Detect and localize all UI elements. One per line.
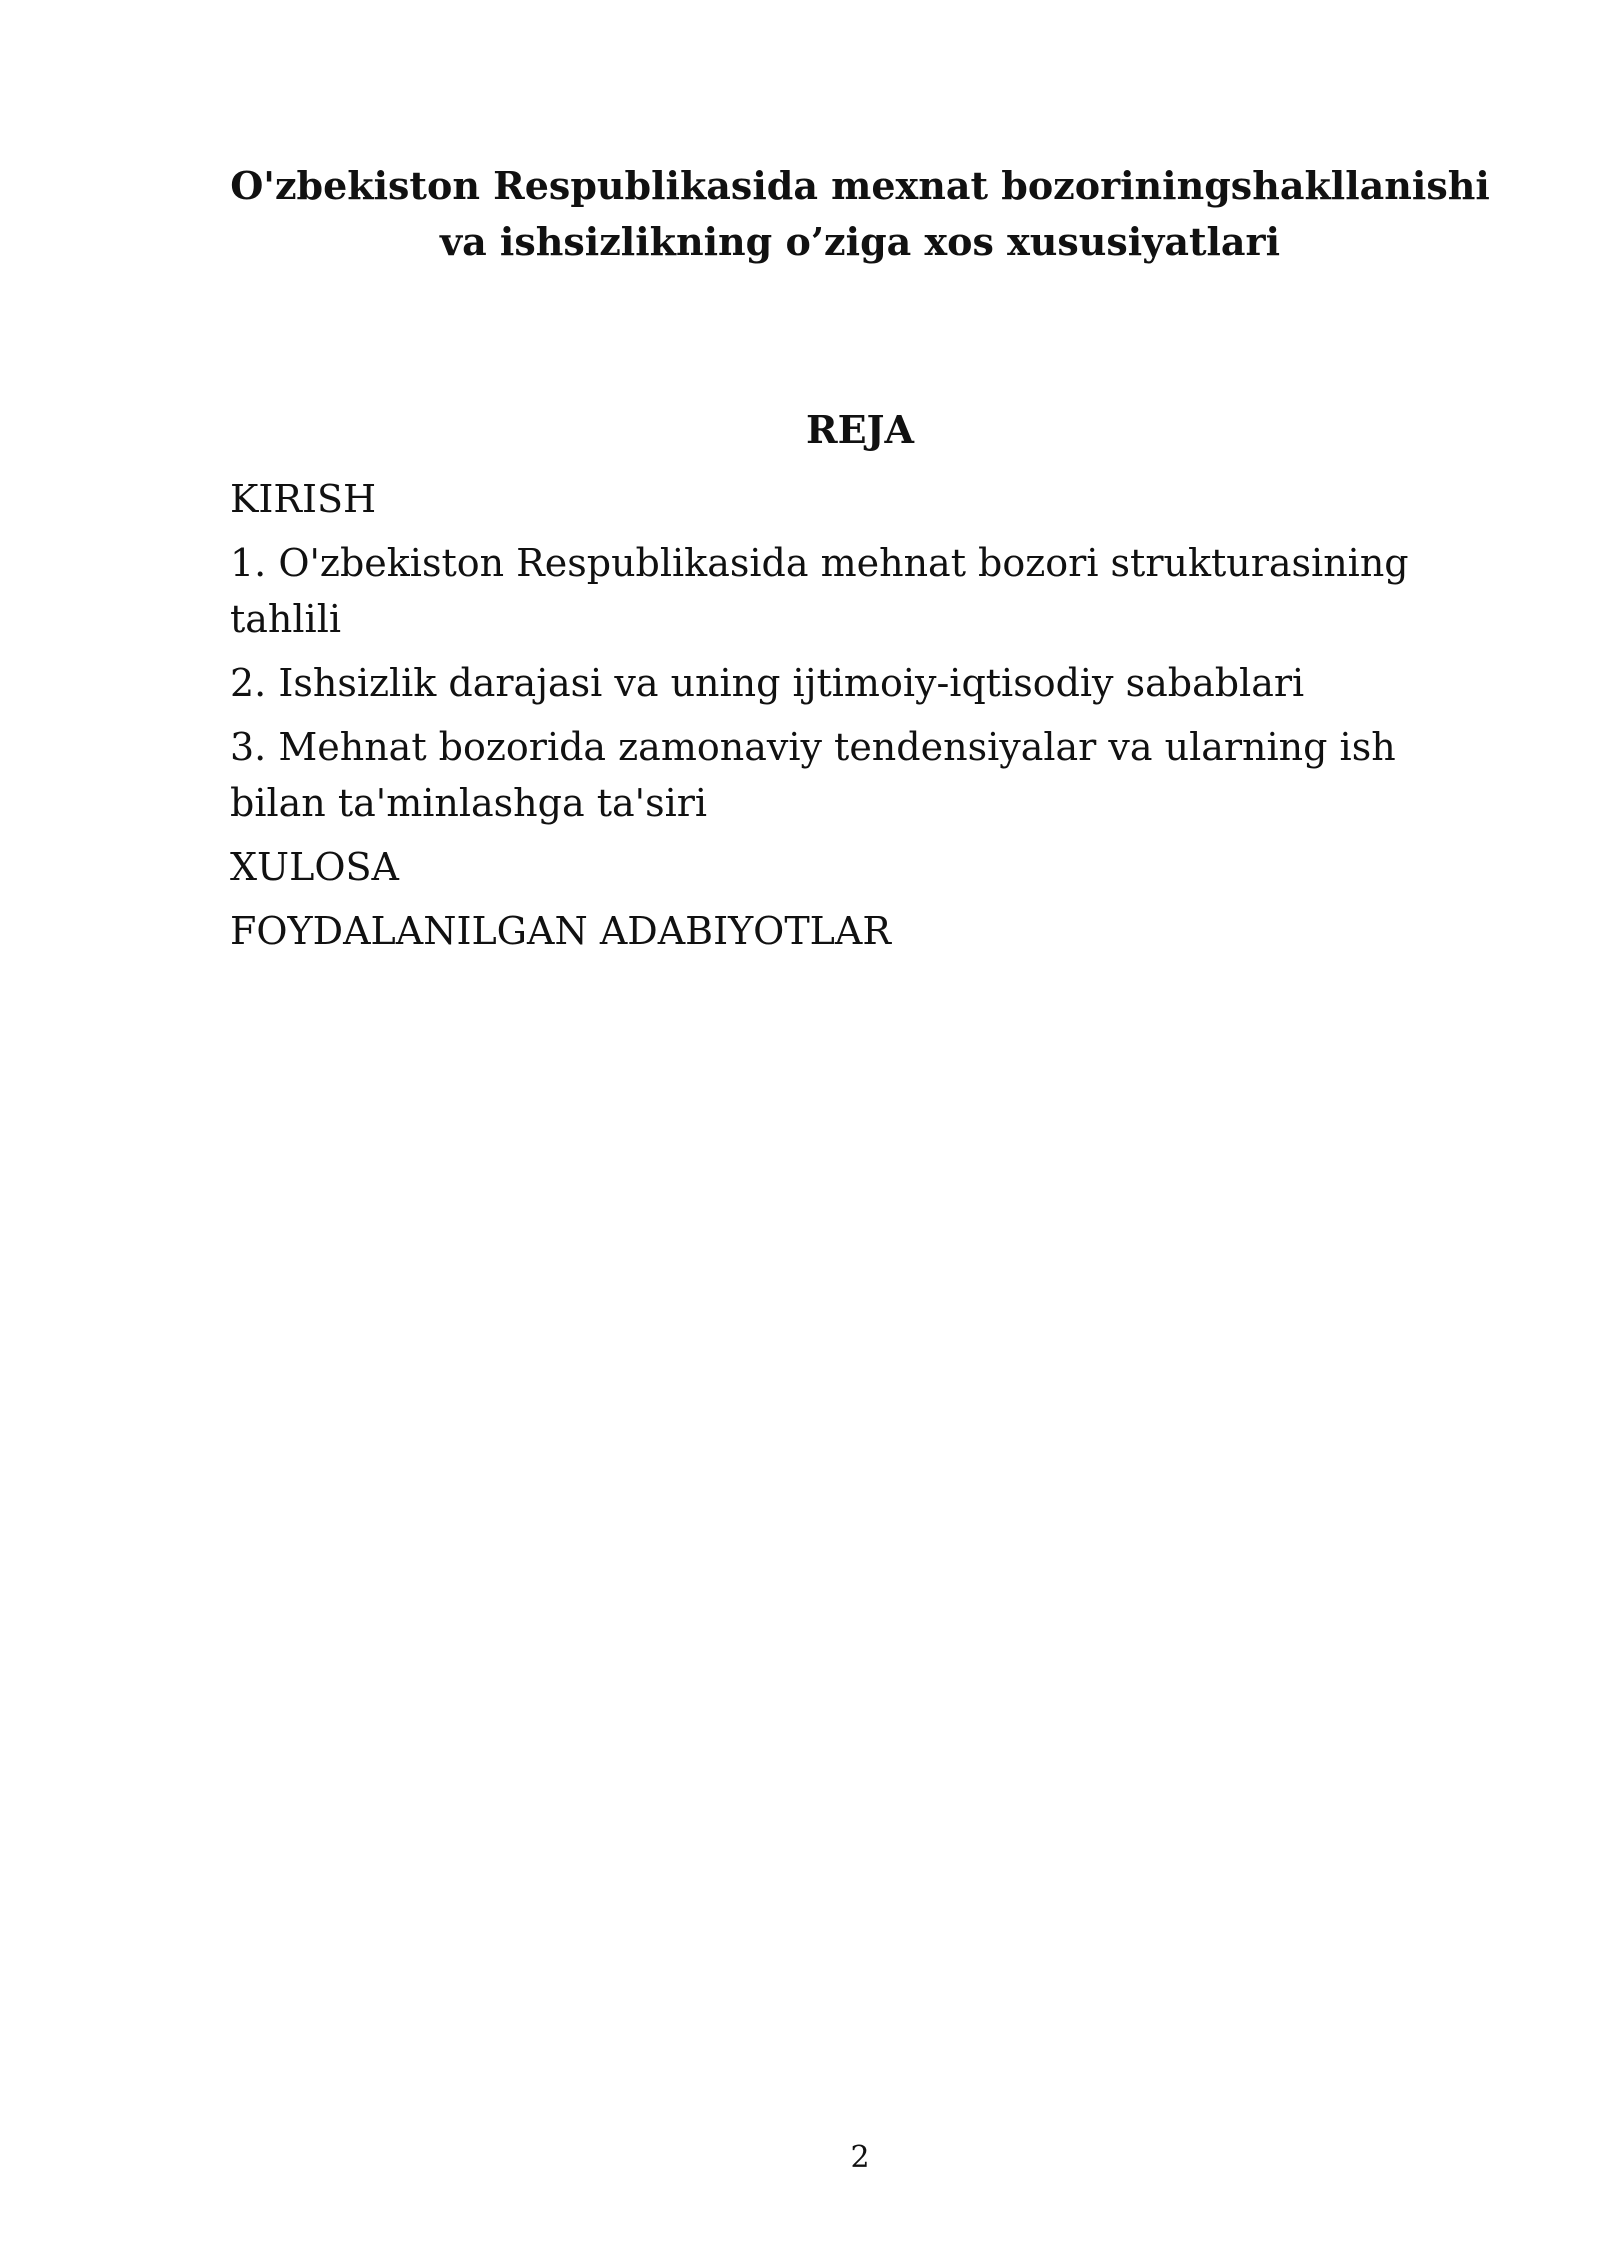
plan-item-references: FOYDALANILGAN ADABIYOTLAR xyxy=(230,909,891,953)
plan-item-2: 2. Ishsizlik darajasi va uning ijtimoiy-iqtisodiy sabablari xyxy=(230,661,1305,705)
plan-item-3: 3. Mehnat bozorida zamonaviy tendensiyalar va ularning ish bilan ta'minlashga ta'siri xyxy=(230,725,1396,825)
plan-item-introduction: KIRISH xyxy=(230,477,377,521)
document-title xyxy=(200,158,1520,270)
document-title-line-2: va ishsizlikning o’ziga xos xususiyatlari xyxy=(439,219,1281,264)
document-title-line-1: O'zbekiston Respublikasida mexnat bozoriningshakllanishi xyxy=(230,163,1490,208)
plan-list xyxy=(230,471,1430,967)
plan-item-1: 1. O'zbekiston Respublikasida mehnat bozori strukturasining tahlili xyxy=(230,541,1409,641)
plan-item-conclusion: XULOSA xyxy=(230,845,399,889)
page-number: 2 xyxy=(850,2140,870,2175)
plan-heading: REJA xyxy=(805,407,914,452)
